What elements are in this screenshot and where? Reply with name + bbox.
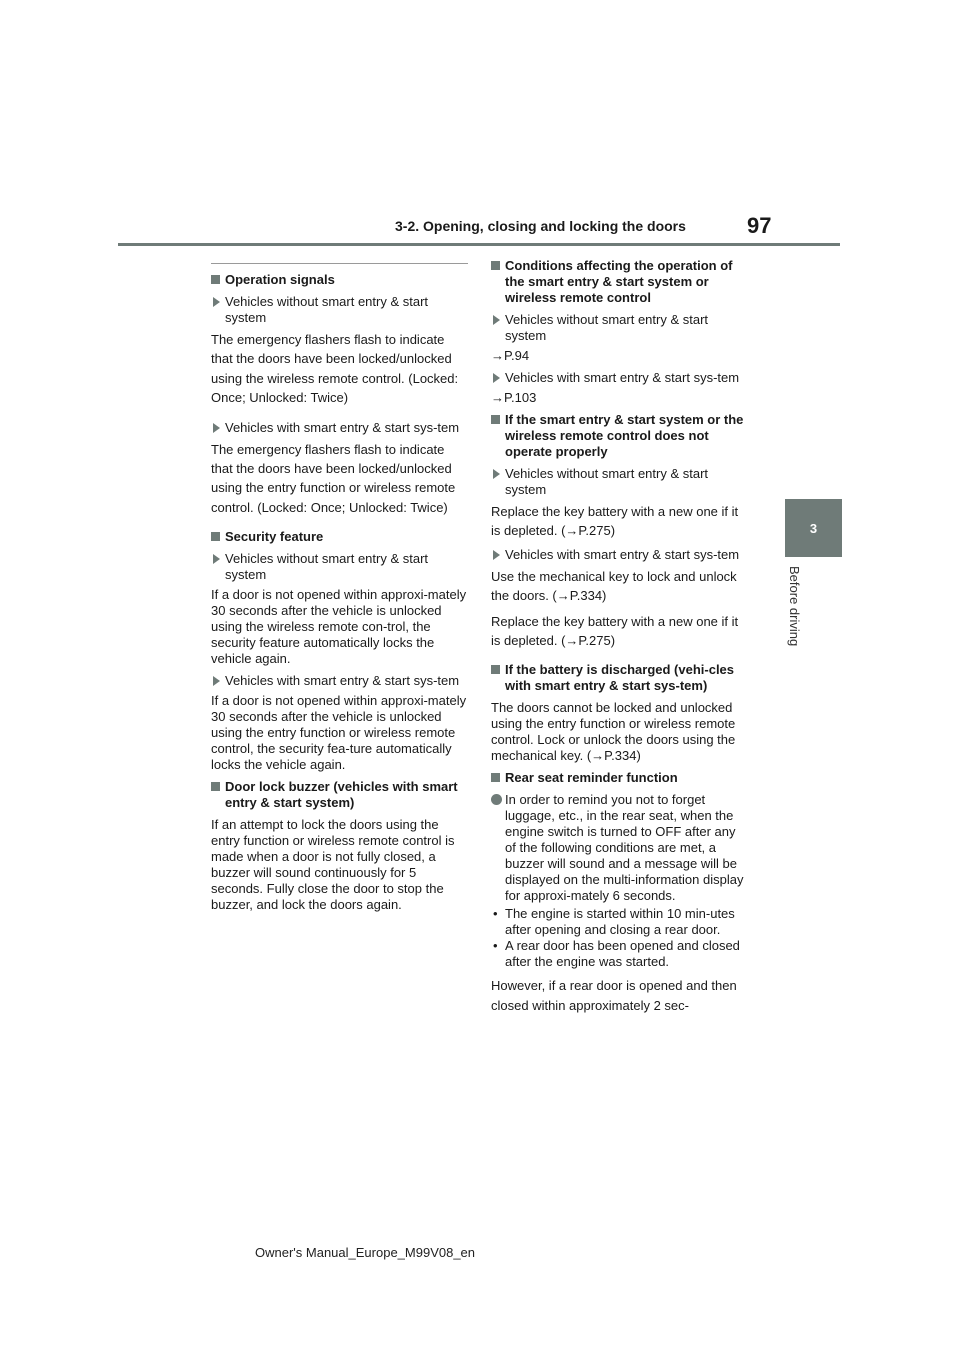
paragraph: The emergency flashers flash to indicate that the doors have been locked/unlocked using the wireless remote control. (Locked: Once; Unlocked: Twice) — [211, 332, 459, 406]
square-bullet-icon — [211, 275, 220, 284]
paragraph: If an attempt to lock the doors using the entry function or wireless remote control is made when a door is not fully closed, a buzzer will sound continuously for 5 seconds. Fully close the door to stop the buzzer, and lock the doors again. — [211, 817, 455, 913]
section-heading: Operation signals — [211, 272, 468, 288]
triangle-bullet-icon — [213, 297, 220, 307]
page-reference-link[interactable]: →P.103 — [491, 390, 537, 405]
subheading: Vehicles with smart entry & start sys-tem — [491, 370, 748, 386]
section-heading: Rear seat reminder function — [491, 770, 748, 786]
subheading: Vehicles with smart entry & start sys-tem — [491, 547, 748, 563]
list-item: • The engine is started within 10 min-utes after opening and closing a rear door. — [493, 906, 735, 938]
footer-text: Owner's Manual_Europe_M99V08_en — [255, 1245, 476, 1260]
square-bullet-icon — [491, 773, 500, 782]
section-heading: If the smart entry & start system or the wireless remote control does not operate properly — [491, 412, 748, 460]
triangle-bullet-icon — [213, 423, 220, 433]
triangle-bullet-icon — [213, 554, 220, 564]
square-bullet-icon — [491, 261, 500, 270]
right-column — [491, 258, 748, 1021]
triangle-bullet-icon — [213, 676, 220, 686]
section-heading: If the battery is discharged (vehi-cles with smart entry & start sys-tem) — [491, 662, 748, 694]
square-bullet-icon — [491, 415, 500, 424]
list-item: • A rear door has been opened and closed after the engine was started. — [493, 938, 740, 970]
page-reference-link[interactable]: →P.94 — [491, 348, 530, 363]
paragraph: However, if a rear door is opened and then closed within approximately 2 sec- — [491, 978, 737, 1013]
paragraph: Replace the key battery with a new one if it is depleted. (→P.275) — [491, 613, 739, 649]
paragraph: Replace the key battery with a new one if it is depleted. (→P.275) — [491, 504, 739, 539]
subheading: Vehicles without smart entry & start system — [211, 294, 468, 326]
chapter-side-label — [784, 566, 804, 661]
bullet-icon: • — [493, 938, 498, 954]
bullet-icon: • — [493, 906, 498, 922]
chapter-tab-number: 3 — [809, 520, 818, 536]
circle-bullet-icon — [491, 794, 502, 805]
subheading: Vehicles with smart entry & start sys-tem — [211, 673, 468, 689]
section-heading: Security feature — [211, 529, 468, 545]
paragraph: The doors cannot be locked and unlocked using the entry function or wireless remote control. Lock or unlock the doors using the mechanical key. (→P.334) — [491, 700, 736, 764]
page-number: 97 — [747, 213, 772, 238]
section-heading: Door lock buzzer (vehicles with smart entry & start system) — [211, 779, 468, 811]
paragraph: If a door is not opened within approxi-mately 30 seconds after the vehicle is unlocked using the entry function or wireless remote control, the security fea-ture automatically locks the vehicle again. — [211, 693, 467, 773]
chapter-side-label-text: Before driving — [787, 566, 802, 647]
paragraph: Use the mechanical key to lock and unlock the doors. (→P.334) — [491, 568, 737, 604]
triangle-bullet-icon — [493, 315, 500, 325]
column-rule — [211, 263, 468, 264]
paragraph: The emergency flashers flash to indicate that the doors have been locked/unlocked using the entry function or wireless remote control. (Locked: Once; Unlocked: Twice) — [211, 441, 456, 515]
page-header — [0, 0, 960, 250]
subheading: Vehicles with smart entry & start sys-tem — [211, 420, 468, 436]
header-rule — [118, 243, 840, 246]
left-column — [211, 258, 468, 919]
triangle-bullet-icon — [493, 469, 500, 479]
triangle-bullet-icon — [493, 373, 500, 383]
circle-list-item: In order to remind you not to forget luggage, etc., in the rear seat, when the engine switch is turned to OFF after any of the following conditions are met, a buzzer will sound and a message will be displayed on the multi-information display for approxi-mately 6 seconds. — [491, 792, 748, 904]
square-bullet-icon — [491, 665, 500, 674]
section-heading: Conditions affecting the operation of the smart entry & start system or wireless remote control — [491, 258, 748, 306]
paragraph: If a door is not opened within approxi-mately 30 seconds after the vehicle is unlocked using the wireless remote con-trol, the security feature automatically locks the vehicle again. — [211, 587, 467, 667]
chapter-title: 3-2. Opening, closing and locking the doors — [395, 218, 686, 234]
subheading: Vehicles without smart entry & start system — [491, 466, 748, 498]
square-bullet-icon — [211, 532, 220, 541]
subheading: Vehicles without smart entry & start system — [211, 551, 468, 583]
triangle-bullet-icon — [493, 550, 500, 560]
square-bullet-icon — [211, 782, 220, 791]
subheading: Vehicles without smart entry & start system — [491, 312, 748, 344]
chapter-tab[interactable] — [785, 499, 842, 557]
